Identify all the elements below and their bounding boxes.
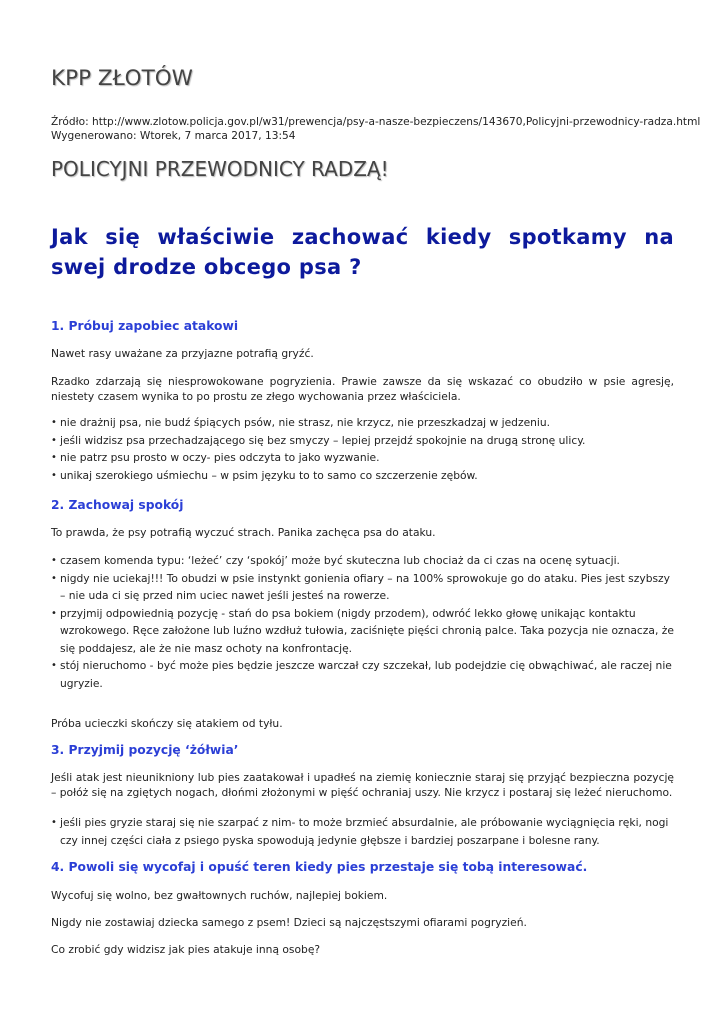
section-4-paragraph-3: Co zrobić gdy widzisz jak pies atakuje inną osobę? [51,943,321,956]
section-2-paragraph-1: To prawda, że psy potrafią wyczuć strach. Panika zachęca psa do ataku. [51,526,436,539]
section-2-list [51,552,674,692]
section-3-list [51,814,674,849]
list-item: • nie drażnij psa, nie budź śpiących psów, nie strasz, nie krzycz, nie przeszkadzaj w jedzeniu. [51,414,674,432]
list-item: • nigdy nie uciekaj!!! To obudzi w psie instynkt gonienia ofiary – na 100% sprowokuje go do ataku. Pies jest szybszy – nie uda ci się przed nim uciec nawet jeśli jesteś na rowerze. [51,570,674,605]
site-title: KPP ZŁOTÓW [51,66,193,91]
document-meta [51,115,700,143]
section-1-paragraph-1: Nawet rasy uważane za przyjazne potrafią gryźć. [51,347,314,360]
list-item: • jeśli widzisz psa przechadzającego się bez smyczy – lepiej przejdź spokojnie na drugą stronę ulicy. [51,432,674,450]
section-4-paragraph-2: Nigdy nie zostawiaj dziecka samego z psem! Dzieci są najczęstszymi ofiarami pogryzień. [51,916,527,929]
section-4-heading: 4. Powoli się wycofaj i opuść teren kiedy pies przestaje się tobą interesować. [51,860,588,874]
list-item: • jeśli pies gryzie staraj się nie szarpać z nim- to może brzmieć absurdalnie, ale próbowanie wyciągnięcia ręki, nogi czy innej części ciała z psiego pyska spowodują jedynie głębsze i bardziej poszarpane i bolesne rany. [51,814,674,849]
generated-date: Wygenerowano: Wtorek, 7 marca 2017, 13:54 [51,130,296,142]
section-4-paragraph-1: Wycofuj się wolno, bez gwałtownych ruchów, najlepiej bokiem. [51,889,388,902]
section-1-heading: 1. Próbuj zapobiec atakowi [51,319,239,333]
section-1-list [51,414,674,484]
list-item: • unikaj szerokiego uśmiechu – w psim języku to to samo co szczerzenie zębów. [51,467,674,485]
source-url: Źródło: http://www.zlotow.policja.gov.pl/w31/prewencja/psy-a-nasze-bezpieczens/143670,Policyjni-przewodnicy-radza.html [51,116,701,128]
section-3-paragraph-1: Jeśli atak jest nieunikniony lub pies zaatakował i upadłeś na ziemię koniecznie staraj się przyjąć bezpieczna pozycję – połóż się na zgiętych nogach, dłońmi złożonymi w pięść ochraniaj uszy. Nie krzycz i postaraj się leżeć nieruchomo. [51,771,674,799]
section-2-heading: 2. Zachowaj spokój [51,498,184,512]
list-item: • przyjmij odpowiednią pozycję - stań do psa bokiem (nigdy przodem), odwróć lekko głowę unikając kontaktu wzrokowego. Ręce założone lub luźno wzdłuż tułowia, zaciśnięte pięści chronią palce. Taka pozycja nie oznacza, że się poddajesz, ale że nie masz ochoty na konfrontację. [51,605,674,658]
section-1-paragraph-2: Rzadko zdarzają się niesprowokowane pogryzienia. Prawie zawsze da się wskazać co obudziło w psie agresję, niestety czasem wynika to po prostu ze złego wychowania przez właściciela. [51,375,674,403]
page-title: POLICYJNI PRZEWODNICY RADZĄ! [51,157,389,181]
section-2-paragraph-2: Próba ucieczki skończy się atakiem od tyłu. [51,717,283,730]
list-item: • nie patrz psu prosto w oczy- pies odczyta to jako wyzwanie. [51,449,674,467]
section-3-heading: 3. Przyjmij pozycję ‘żółwia’ [51,743,239,757]
list-item: • czasem komenda typu: ‘leżeć’ czy ‘spokój’ może być skuteczna lub chociaż da ci czas na ocenę sytuacji. [51,552,674,570]
list-item: • stój nieruchomo - być może pies będzie jeszcze warczał czy szczekał, lub podejdzie cię obwąchiwać, ale raczej nie ugryzie. [51,657,674,692]
article-headline: Jak się właściwie zachować kiedy spotkamy na swej drodze obcego psa ? [51,225,674,279]
